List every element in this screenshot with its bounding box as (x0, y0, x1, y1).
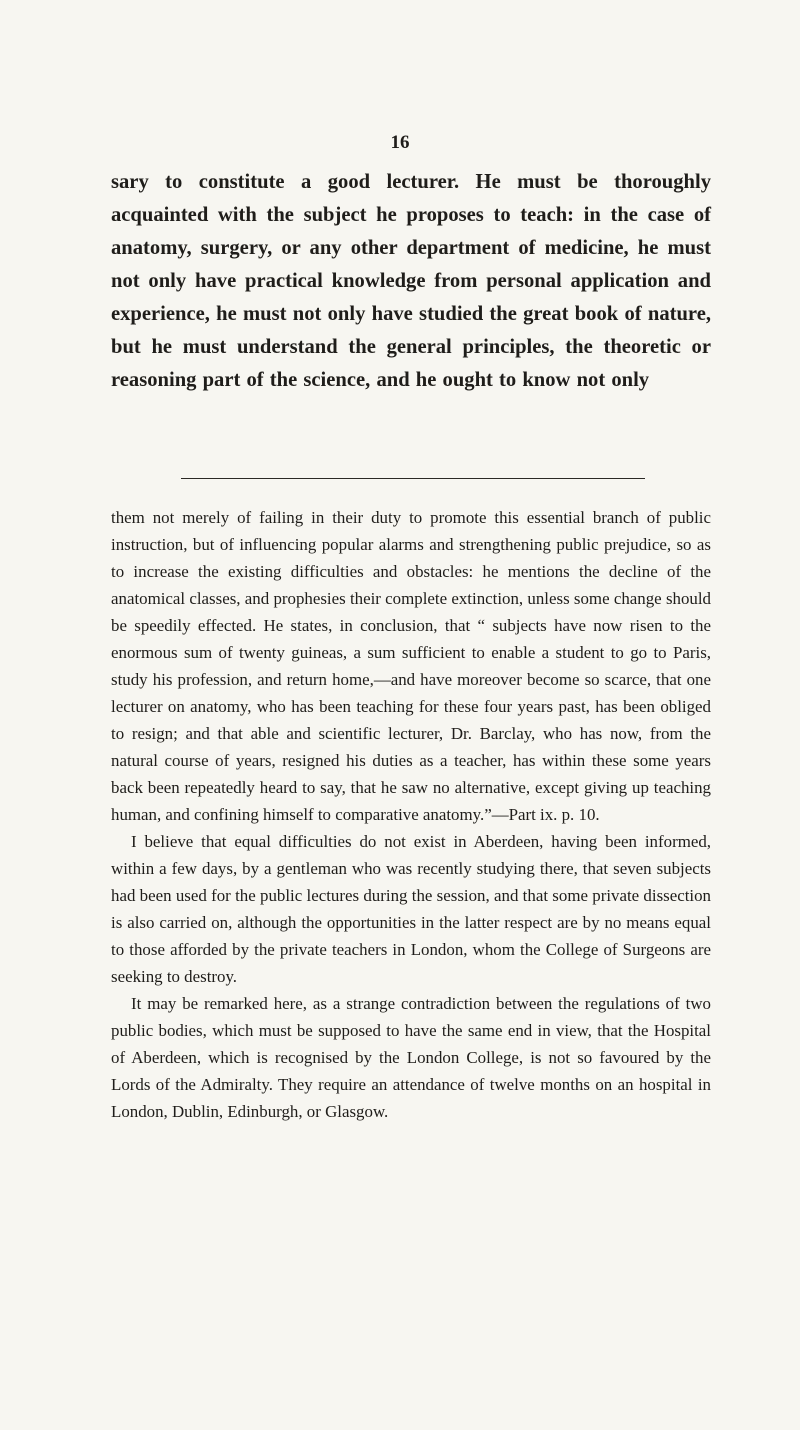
page-number: 16 (390, 132, 410, 153)
footnote-block (111, 504, 711, 1125)
footnote-paragraph: I believe that equal difficulties do not exist in Aberdeen, having been informed, within a few days, by a gentleman who was recently studying there, that seven subjects had been used for the public lectures during the session, and that some private dissection is also carried on, although the opportunities in the latter respect are by no means equal to those afforded by the private teachers in London, whom the College of Surgeons are seeking to destroy. (111, 832, 711, 986)
footnote-paragraph: It may be remarked here, as a strange contradiction between the regulations of two public bodies, which must be supposed to have the same end in view, that the Hospital of Aberdeen, which is recognised by the London College, is not so favoured by the Lords of the Admiralty. They require an attendance of twelve months on an hospital in London, Dublin, Edinburgh, or Glasgow. (111, 994, 711, 1121)
footnote-divider (181, 478, 645, 479)
footnote-paragraph: them not merely of failing in their duty to promote this essential branch of public instruction, but of influencing popular alarms and strengthening public prejudice, so as to increase the existing difficulties and obstacles: he mentions the decline of the anatomical classes, and prophesies their complete extinction, unless some change should be speedily effected. He states, in conclusion, that “ subjects have now risen to the enormous sum of twenty guineas, a sum sufficient to enable a student to go to Paris, study his profession, and return home,—and have moreover become so scarce, that one lecturer on anatomy, who has been teaching for these four years past, has been obliged to resign; and that able and scientific lecturer, Dr. Barclay, who has now, from the natural course of years, resigned his duties as a teacher, has within these some years back been repeatedly heard to say, that he saw no alternative, except giving up teaching human, and confining himself to comparative anatomy.”—Part ix. p. 10. (111, 508, 711, 824)
main-text: sary to constitute a good lecturer. He must be thoroughly acquainted with the subject he proposes to teach: in the case of anatomy, surgery, or any other department of medicine, he must not only have practical knowledge from personal application and experience, he must not only have studied the great book of nature, but he must understand the general principles, the theoretic or reasoning part of the science, and he ought to know not only (111, 171, 711, 391)
